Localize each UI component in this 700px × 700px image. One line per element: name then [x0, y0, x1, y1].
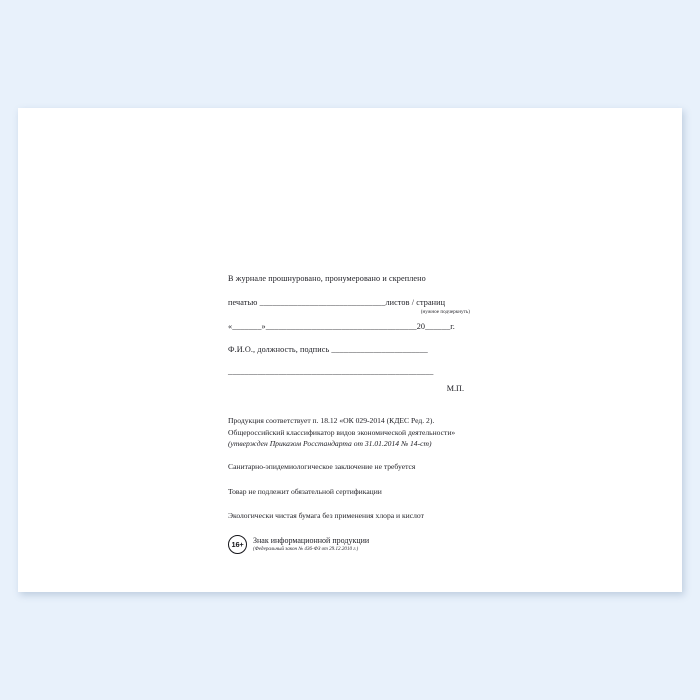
- certification-date-line: «_______»____________________________________20______г.: [228, 322, 455, 332]
- okved-note-line-3: (утвержден Приказом Росстандарта от 31.01.2014 № 14-ст): [228, 439, 432, 449]
- okved-note-line-2: Общероссийский классификатор видов экономической деятельности»: [228, 427, 456, 437]
- certification-note: Товар не подлежит обязательной сертификации: [228, 486, 382, 496]
- info-mark-text: [253, 535, 369, 552]
- ecology-note: Экологически чистая бумага без применения хлора и кислот: [228, 511, 424, 521]
- stamp-place-label: М.П.: [446, 384, 464, 394]
- okved-note: [228, 415, 478, 449]
- certification-signature-line: Ф.И.О., должность, подпись _______________________: [228, 345, 428, 355]
- info-mark-title: Знак информационной продукции: [253, 535, 370, 545]
- certification-line-2-hint: (нужное подчеркнуть): [420, 309, 470, 316]
- okved-note-line-1: Продукция соответствует п. 18.12 «ОК 029-2014 (КДЕС Ред. 2).: [228, 416, 435, 426]
- info-mark-law-reference: (Федеральный закон № 436-ФЗ от 29.12.2010 г.): [253, 545, 359, 552]
- sanitary-note: Санитарно-эпидемиологическое заключение не требуется: [228, 462, 416, 472]
- document-sheet: [18, 108, 682, 592]
- document-content: [228, 273, 478, 554]
- certification-blank-line: _________________________________________________: [228, 367, 434, 377]
- certification-line-2: печатью ______________________________листов / страниц: [228, 298, 446, 308]
- age-rating-badge-icon: 16+: [228, 535, 247, 554]
- info-mark-row: [228, 535, 478, 554]
- certification-line-1: В журнале прошнуровано, пронумеровано и скреплено: [228, 274, 426, 283]
